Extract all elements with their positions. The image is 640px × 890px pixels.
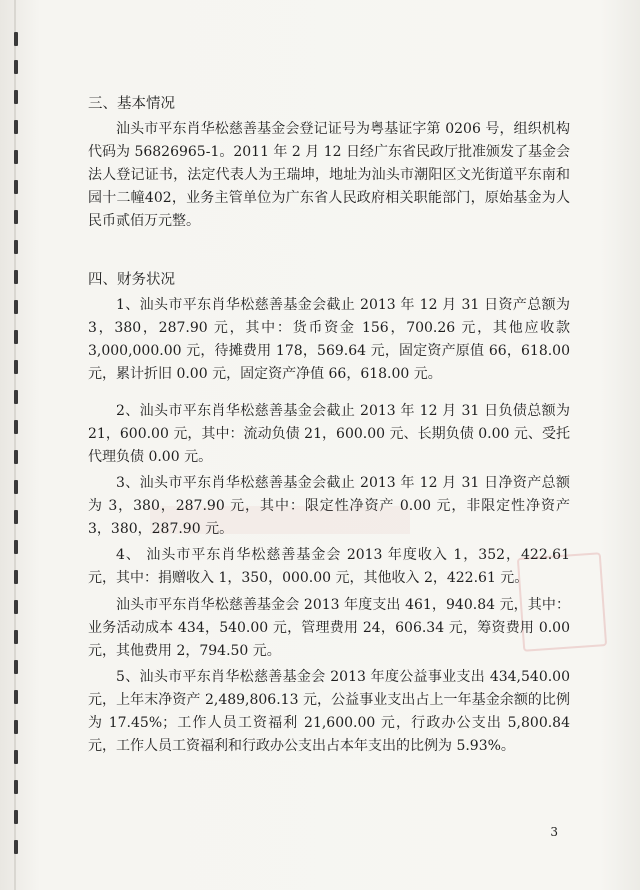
binding-hole xyxy=(14,510,18,524)
binding-hole xyxy=(14,60,18,74)
binding-hole xyxy=(14,660,18,674)
binding-hole xyxy=(14,480,18,494)
binding-hole xyxy=(14,210,18,224)
binding-hole xyxy=(14,300,18,314)
binding-hole xyxy=(14,90,18,104)
binding-hole xyxy=(14,630,18,644)
binding-hole xyxy=(14,360,18,374)
binding-hole xyxy=(14,720,18,734)
binding-hole xyxy=(14,180,18,194)
binding-hole xyxy=(14,810,18,824)
binding-hole xyxy=(14,270,18,284)
binding-hole xyxy=(14,390,18,404)
financial-item-4: 4、 汕头市平东肖华松慈善基金会 2013 年度收入 1，352，422.61 元，其中：捐赠收入 1，350，000.00 元，其他收入 2，422.61 元。 xyxy=(88,547,570,586)
binding-hole xyxy=(14,690,18,704)
financial-item-2: 2、汕头市平东肖华松慈善基金会截止 2013 年 12 月 31 日负债总额为 21，600.00 元，其中：流动负债 21，600.00 元、长期负债 0.00 元、受托代理负债 0.00 元。 xyxy=(88,403,570,465)
page-number: 3 xyxy=(550,825,558,839)
binding-hole xyxy=(14,150,18,164)
binding-edge xyxy=(14,0,24,890)
binding-hole xyxy=(14,330,18,344)
binding-hole xyxy=(14,32,18,46)
binding-hole xyxy=(14,750,18,764)
basic-info-paragraph: 汕头市平东肖华松慈善基金会登记证号为粤基证字第 0206 号，组织机构代码为 56826965-1。2011 年 2 月 12 日经广东省民政厅批准颁发了基金会法人登记证书，法定代表人为王瑞坤，地址为汕头市潮阳区文光街道平东南和园十二幢402，业务主管单位为广东省人民政府相关职能部门，原始基金为人民币贰佰万元整。 xyxy=(88,121,570,229)
binding-hole xyxy=(14,600,18,614)
binding-hole xyxy=(14,450,18,464)
financial-item-1: 1、汕头市平东肖华松慈善基金会截止 2013 年 12 月 31 日资产总额为 3，380，287.90 元，其中：货币资金 156，700.26 元，其他应收款 3,000,000.00 元，待摊费用 178，569.64 元，固定资产原值 66，618.00 元，累计折旧 0.00 元，固定资产净值 66，618.00 元。 xyxy=(88,297,570,382)
binding-hole xyxy=(14,780,18,794)
binding-hole xyxy=(14,570,18,584)
section-heading-financial: 四、财务状况 xyxy=(88,272,175,288)
binding-hole xyxy=(14,840,18,854)
section-heading-basic-info: 三、基本情况 xyxy=(88,96,175,112)
financial-expenses: 汕头市平东肖华松慈善基金会 2013 年度支出 461，940.84 元，其中：业务活动成本 434，540.00 元，管理费用 24，606.34 元，筹资费用 0.00 元，其他费用 2，794.50 元。 xyxy=(88,597,570,659)
financial-item-5: 5、汕头市平东肖华松慈善基金会 2013 年度公益事业支出 434,540.00 元，上年末净资产 2,489,806.13 元，公益事业支出占上一年基金余额的比例为 17.45%；工作人员工资福利 21,600.00 元，行政办公支出 5,800.84 元，工作人员工资福利和行政办公支出占本年支出的比例为 5.93%。 xyxy=(88,669,570,754)
financial-item-3: 3、汕头市平东肖华松慈善基金会截止 2013 年 12 月 31 日净资产总额为 3，380，287.90 元，其中：限定性净资产 0.00 元，非限定性净资产 3，380，287.90 元。 xyxy=(88,475,570,537)
binding-hole xyxy=(14,540,18,554)
binding-hole xyxy=(14,240,18,254)
binding-hole xyxy=(14,120,18,134)
binding-hole xyxy=(14,420,18,434)
